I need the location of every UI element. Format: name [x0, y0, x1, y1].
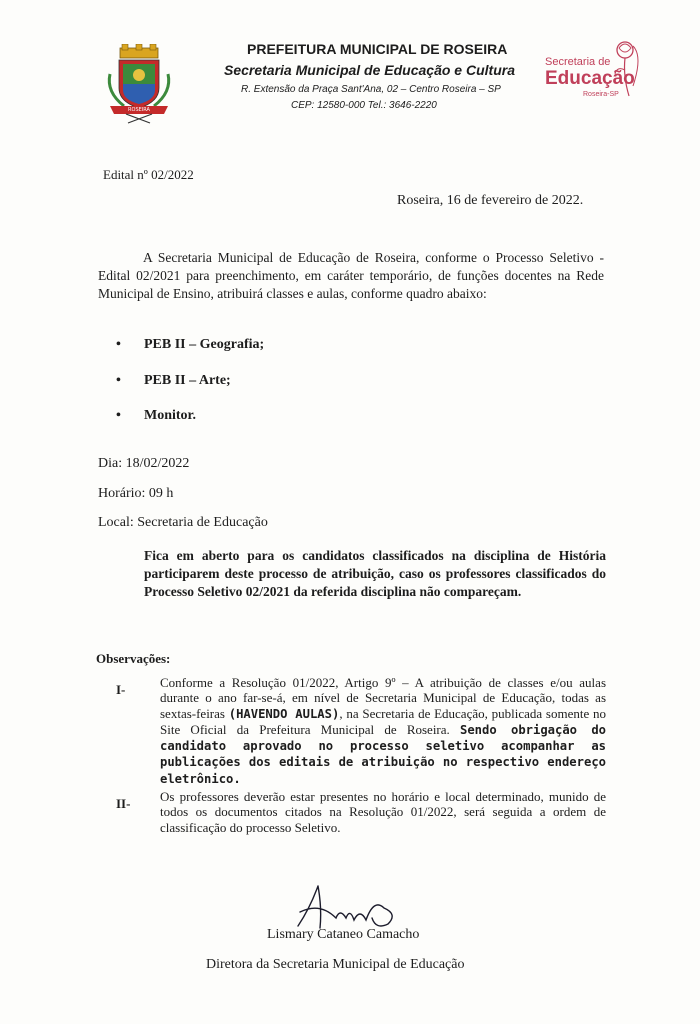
schedule-time: Horário: 09 h [98, 486, 174, 501]
observation-text [160, 675, 606, 787]
position-label: PEB II – Arte; [144, 373, 231, 388]
date-line: Roseira, 16 de fevereiro de 2022. [397, 193, 584, 208]
bullet-icon: • [116, 373, 121, 388]
education-secretariat-logo [543, 36, 653, 106]
observation-text-part: Conforme a Resolução 01/2022, Artigo 9º – A atribuição de classes e/ou aulas durante o ano far-se-á, em nível de Secretaria Municipal de Educação, todas as sextas-feiras [160, 675, 606, 721]
observation-number: II- [116, 796, 131, 811]
observation-text-part: , na Secretaria de Educação, publicada somente no Site Oficial da Prefeitura Municipal de Roseira. [160, 705, 607, 737]
signatory-name: Lismary Cataneo Camacho [267, 927, 420, 942]
signatory-role: Diretora da Secretaria Municipal de Educação [206, 957, 465, 972]
edital-number: Edital nº 02/2022 [103, 167, 194, 182]
schedule-day: Dia: 18/02/2022 [98, 456, 190, 471]
observation-number: I- [116, 682, 126, 697]
logo-line1: Secretaria de [545, 56, 611, 68]
position-item [116, 337, 264, 353]
position-label: PEB II – Geografia; [144, 337, 265, 352]
observation-emphasis: (HAVENDO AULAS) [228, 706, 340, 721]
intro-paragraph [98, 249, 604, 303]
history-notice: Fica em aberto para os candidatos classificados na disciplina de História participarem deste processo de atribuição, caso os professores classificados do Processo Seletivo 02/2021 da referida disciplina não compareçam. [144, 548, 606, 599]
header-contact: CEP: 12580-000 Tel.: 3646-2220 [291, 100, 437, 111]
position-label: Monitor. [144, 408, 196, 423]
position-item [116, 408, 196, 424]
position-item [116, 373, 231, 389]
schedule-location: Local: Secretaria de Educação [98, 515, 268, 530]
observations-heading: Observações: [96, 651, 171, 666]
intro-text: A Secretaria Municipal de Educação de Roseira, conforme o Processo Seletivo - Edital 02/2021 para preenchimento, em caráter temporário, de funções docentes na Rede Municipal de Ensino, atribuirá classes e aulas, conforme quadro abaixo: [98, 250, 604, 301]
observation-emphasis: Sendo obrigação do candidato aprovado no processo seletivo acompanhar as publicações dos editais de atribuição no respectivo endereço eletrônico. [160, 722, 606, 786]
municipal-crest-logo [104, 44, 174, 124]
bullet-icon: • [116, 408, 121, 423]
logo-line2: Educação [545, 68, 635, 89]
header-subtitle: Secretaria Municipal de Educação e Cultura [224, 62, 515, 78]
bullet-icon: • [116, 337, 121, 352]
header-title: PREFEITURA MUNICIPAL DE ROSEIRA [247, 41, 508, 57]
logo-line3: Roseira-SP [583, 91, 619, 98]
observation-text: Os professores deverão estar presentes no horário e local determinado, munido de todos os documentos citados na Resolução 01/2022, será seguida a ordem de classificação do processo Seletivo. [160, 789, 606, 835]
crest-banner-text: ROSEIRA [128, 107, 150, 113]
header-address: R. Extensão da Praça Sant'Ana, 02 – Centro Roseira – SP [241, 84, 501, 95]
